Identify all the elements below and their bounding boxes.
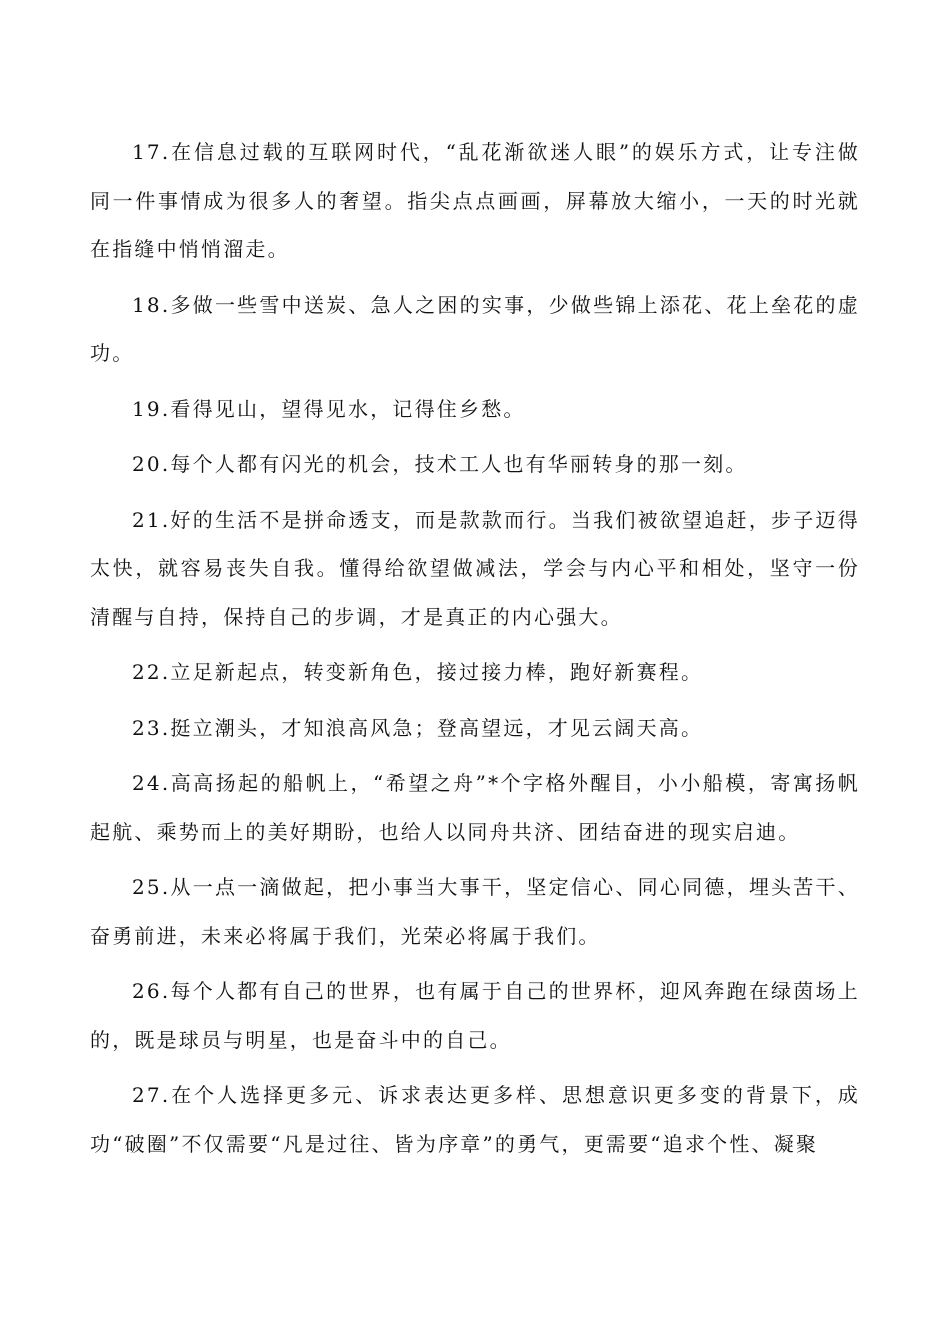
paragraph-22: 22.立足新起点，转变新角色，接过接力棒，跑好新赛程。: [132, 660, 704, 684]
paragraph-18: 18.多做一些雪中送炭、急人之困的实事，少做些锦上添花、花上垒花的虚功。: [90, 292, 860, 365]
paragraph-17: 17.在信息过载的互联网时代，“乱花渐欲迷人眼”的娱乐方式，让专注做同一件事情成为很多人的奢望。指尖点点画画，屏幕放大缩小，一天的时光就在指缝中悄悄溜走。: [90, 140, 860, 261]
paragraph-25: 25.从一点一滴做起，把小事当大事干，坚定信心、同心同德，埋头苦干、奋勇前进，未来必将属于我们，光荣必将属于我们。: [90, 875, 860, 948]
paragraph-19: 19.看得见山，望得见水，记得住乡愁。: [132, 396, 526, 421]
paragraph-20: 20.每个人都有闪光的机会，技术工人也有华丽转身的那一刻。: [132, 452, 748, 476]
paragraph-23: 23.挺立潮头，才知浪高风急；登高望远，才见云阔天高。: [132, 715, 704, 740]
paragraph-21: 21.好的生活不是拼命透支，而是款款而行。当我们被欲望追赶，步子迈得太快，就容易丧失自我。懂得给欲望做减法，学会与内心平和相处，坚守一份清醒与自持，保持自己的步调，才是真正的内心强大。: [90, 507, 860, 629]
paragraph-27: 27.在个人选择更多元、诉求表达更多样、思想意识更多变的背景下，成功“破圈”不仅需要“凡是过往、皆为序章”的勇气，更需要“追求个性、凝聚: [90, 1083, 860, 1156]
paragraph-26: 26.每个人都有自己的世界，也有属于自己的世界杯，迎风奔跑在绿茵场上的，既是球员与明星，也是奋斗中的自己。: [90, 979, 860, 1052]
paragraph-24: 24.高高扬起的船帆上，“希望之舟”*个字格外醒目，小小船模，寄寓扬帆起航、乘势而上的美好期盼，也给人以同舟共济、团结奋进的现实启迪。: [90, 771, 860, 844]
